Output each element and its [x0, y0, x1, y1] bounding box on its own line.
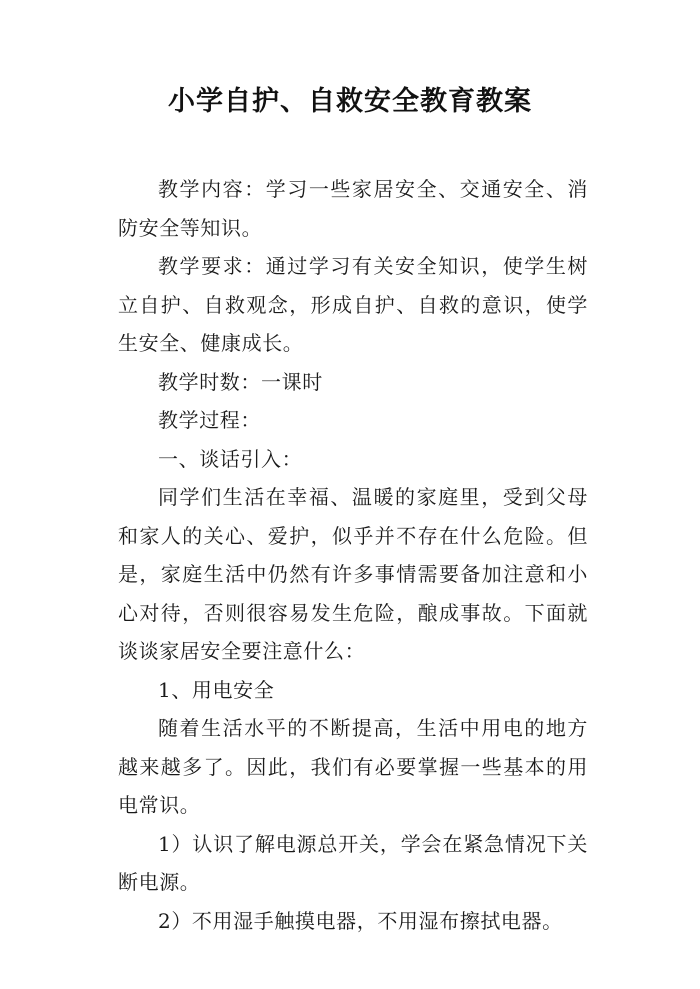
paragraph-electrical-intro: 随着生活水平的不断提高，生活中用电的地方越来越多了。因此，我们有必要掌握一些基本的用电常识。 [118, 716, 588, 817]
subsection-heading-electrical-safety: 1、用电安全 [158, 677, 275, 702]
document-title: 小学自护、自救安全教育教案 [168, 86, 532, 117]
paragraph-teaching-hours: 教学时数：一课时 [158, 369, 323, 394]
paragraph-introduction: 同学们生活在幸福、温暖的家庭里，受到父母和家人的关心、爱护，似乎并不存在什么危险。但是，家庭生活中仍然有许多事情需要备加注意和小心对待，否则很容易发生危险，酿成事故。下面就谈谈家居安全要注意什么： [118, 485, 588, 663]
paragraph-teaching-process: 教学过程： [158, 408, 261, 432]
list-item-power-switch: 1）认识了解电源总开关，学会在紧急情况下关断电源。 [118, 831, 588, 894]
document-body [118, 170, 588, 940]
paragraph-teaching-content: 教学内容：学习一些家居安全、交通安全、消防安全等知识。 [118, 177, 588, 240]
list-item-wet-hands: 2）不用湿手触摸电器，不用湿布擦拭电器。 [158, 908, 563, 933]
section-heading-introduction: 一、谈话引入： [158, 446, 303, 471]
paragraph-teaching-requirements: 教学要求：通过学习有关安全知识，使学生树立自护、自救观念，形成自护、自救的意识，使学生安全、健康成长。 [118, 254, 588, 355]
